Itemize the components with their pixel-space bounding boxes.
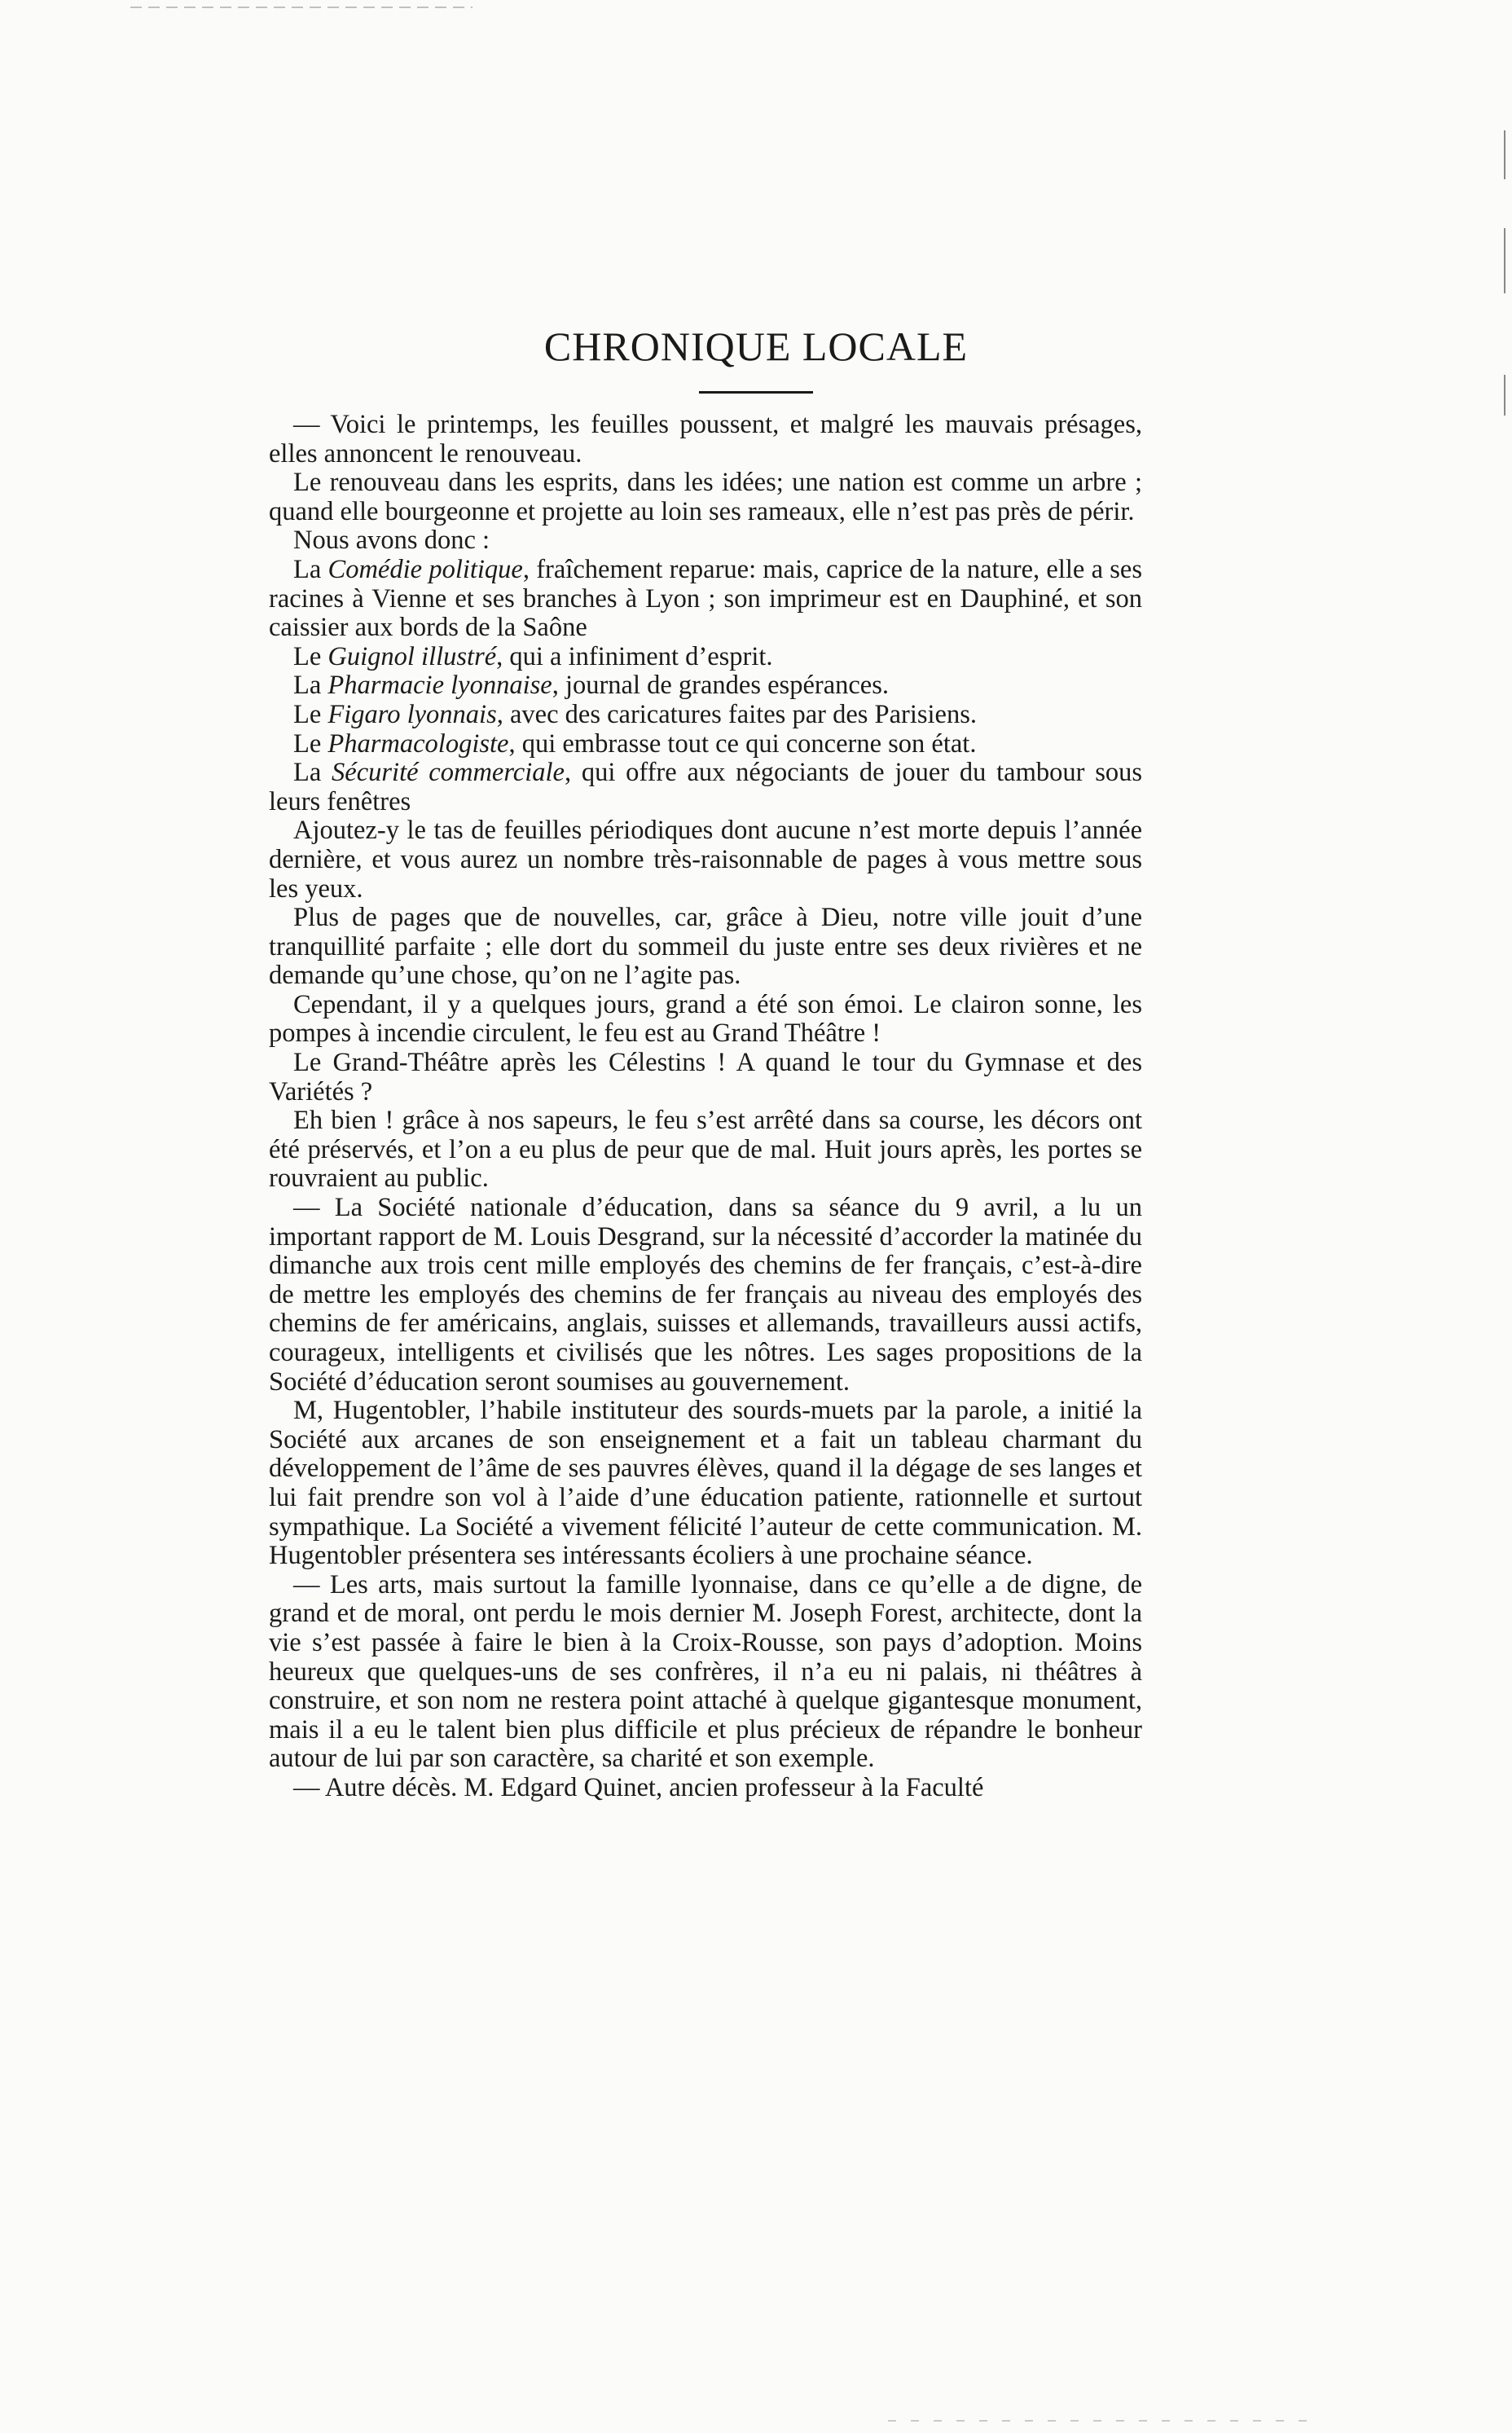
paragraph-lead: Le <box>293 699 328 729</box>
scan-artifact-bottom <box>888 2420 1312 2422</box>
scan-edge-marks <box>1504 130 1512 945</box>
paragraph-rest: , qui offre aux négociants de jouer du tambour sous leurs fenêtres <box>269 758 1142 816</box>
paragraph: — Autre décès. M. Edgard Quinet, ancien professeur à la Faculté <box>293 1772 984 1802</box>
paragraph: — La Société nationale d’éducation, dans sa séance du 9 avril, a lu un important rapport de M. Louis Desgrand, sur la nécessité d’accorder la matinée du dimanche aux trois cent mille employés des chemins de fer français, c’est-à-dire de mettre les employés des chemins de fer français au niveau des employés des chemins de fer américains, anglais, suisses et allemands, travailleurs aussi actifs, courageux, intelligents et civilisés que les nôtres. Les sages propositions de la Société d’éducation seront soumises au gouvernement. <box>269 1193 1142 1397</box>
paragraph: Le Grand-Théâtre après les Célestins ! A quand le tour du Gymnase et des Variétés ? <box>269 1048 1142 1107</box>
paragraph-lead: La <box>293 554 328 584</box>
paragraph <box>269 759 1142 816</box>
paragraph: Ajoutez-y le tas de feuilles périodiques dont aucune n’est morte depuis l’année dernière, et vous aurez un nombre très-raisonnable de pages à vous mettre sous les yeux. <box>269 816 1142 904</box>
paragraph-rest: , qui embrasse tout ce qui concerne son état. <box>508 728 977 759</box>
paragraph-rest: , qui a infiniment d’esprit. <box>496 641 773 671</box>
paragraph-rest: , journal de grandes espérances. <box>552 671 889 701</box>
paragraph-lead: Le <box>293 728 328 759</box>
publication-title: Pharmacologiste <box>327 728 509 759</box>
paragraph: M, Hugentobler, l’habile instituteur des sourds-muets par la parole, a initié la Société aux arcanes de son enseignement et a fait un tableau charmant du développement de l’âme de ses pauvres élèves, quand il la dégage de ses langes et lui fait prendre son vol à l’aide d’une éducation patiente, rationnelle et surtout sympathique. La Société a vivement félicité l’auteur de cette communication. M. Hugentobler présentera ses intéressants écoliers à une prochaine séance. <box>269 1396 1142 1571</box>
publication-title: Guignol illustré <box>327 641 497 671</box>
paragraph <box>269 643 1142 672</box>
publication-title: Figaro lyonnais <box>327 699 497 729</box>
paragraph: — Les arts, mais surtout la famille lyonnaise, dans ce qu’elle a de digne, de grand et de moral, ont perdu le mois dernier M. Joseph Forest, architecte, dont la vie s’est passée à faire le bien à la Croix-Rousse, son pays d’adoption. Moins heureux que quelques-uns de ses confrères, il n’a eu ni palais, ni théâtres à construire, et son nom ne restera point attaché à quelque gigantesque monument, mais il a eu le talent bien plus difficile et plus précieux de répandre le bonheur autour de lui par son caractère, sa charité et son exemple. <box>269 1569 1142 1774</box>
paragraph: — Voici le printemps, les feuilles poussent, et malgré les mauvais présages, elles annoncent le renouveau. <box>269 410 1142 469</box>
publication-title: Comédie politique <box>327 554 523 584</box>
paragraph-rest: , fraîchement reparue: mais, caprice de la nature, elle a ses racines à Vienne et ses branches à Lyon ; son imprimeur est en Dauphiné, et son caissier aux bords de la Saône <box>269 554 1142 643</box>
paragraph <box>269 556 1142 643</box>
paragraph-lead: La <box>293 758 332 788</box>
paragraph-lead: La <box>293 671 328 701</box>
paragraph: Eh bien ! grâce à nos sapeurs, le feu s’est arrêté dans sa course, les décors ont été préservés, et l’on a eu plus de peur que de mal. Huit jours après, les portes se rouvraient au public. <box>269 1106 1142 1194</box>
paragraph-lead: Le <box>293 641 328 671</box>
paragraph <box>269 730 1142 759</box>
paragraph <box>269 671 1142 701</box>
title-underline <box>699 391 813 394</box>
publication-title: Sécurité commerciale <box>332 758 565 788</box>
publication-title: Pharmacie lyonnaise <box>327 671 552 701</box>
page-title: CHRONIQUE LOCALE <box>543 323 969 369</box>
article-body <box>269 411 1142 1803</box>
scan-artifact-top <box>130 7 472 8</box>
paragraph-rest: , avec des caricatures faites par des Parisiens. <box>496 699 978 729</box>
paragraph <box>269 701 1142 730</box>
paragraph: Cependant, il y a quelques jours, grand a été son émoi. Le clairon sonne, les pompes à incendie circulent, le feu est au Grand Théâtre ! <box>269 989 1142 1049</box>
paragraph: Nous avons donc : <box>293 526 490 556</box>
paragraph: Le renouveau dans les esprits, dans les idées; une nation est comme un arbre ; quand elle bourgeonne et projette au loin ses rameaux, elle n’est pas près de périr. <box>269 468 1142 526</box>
paragraph: Plus de pages que de nouvelles, car, grâce à Dieu, notre ville jouit d’une tranquillité parfaite ; elle dort du sommeil du juste entre ses deux rivières et ne demande qu’une chose, qu’on ne l’agite pas. <box>269 903 1142 991</box>
